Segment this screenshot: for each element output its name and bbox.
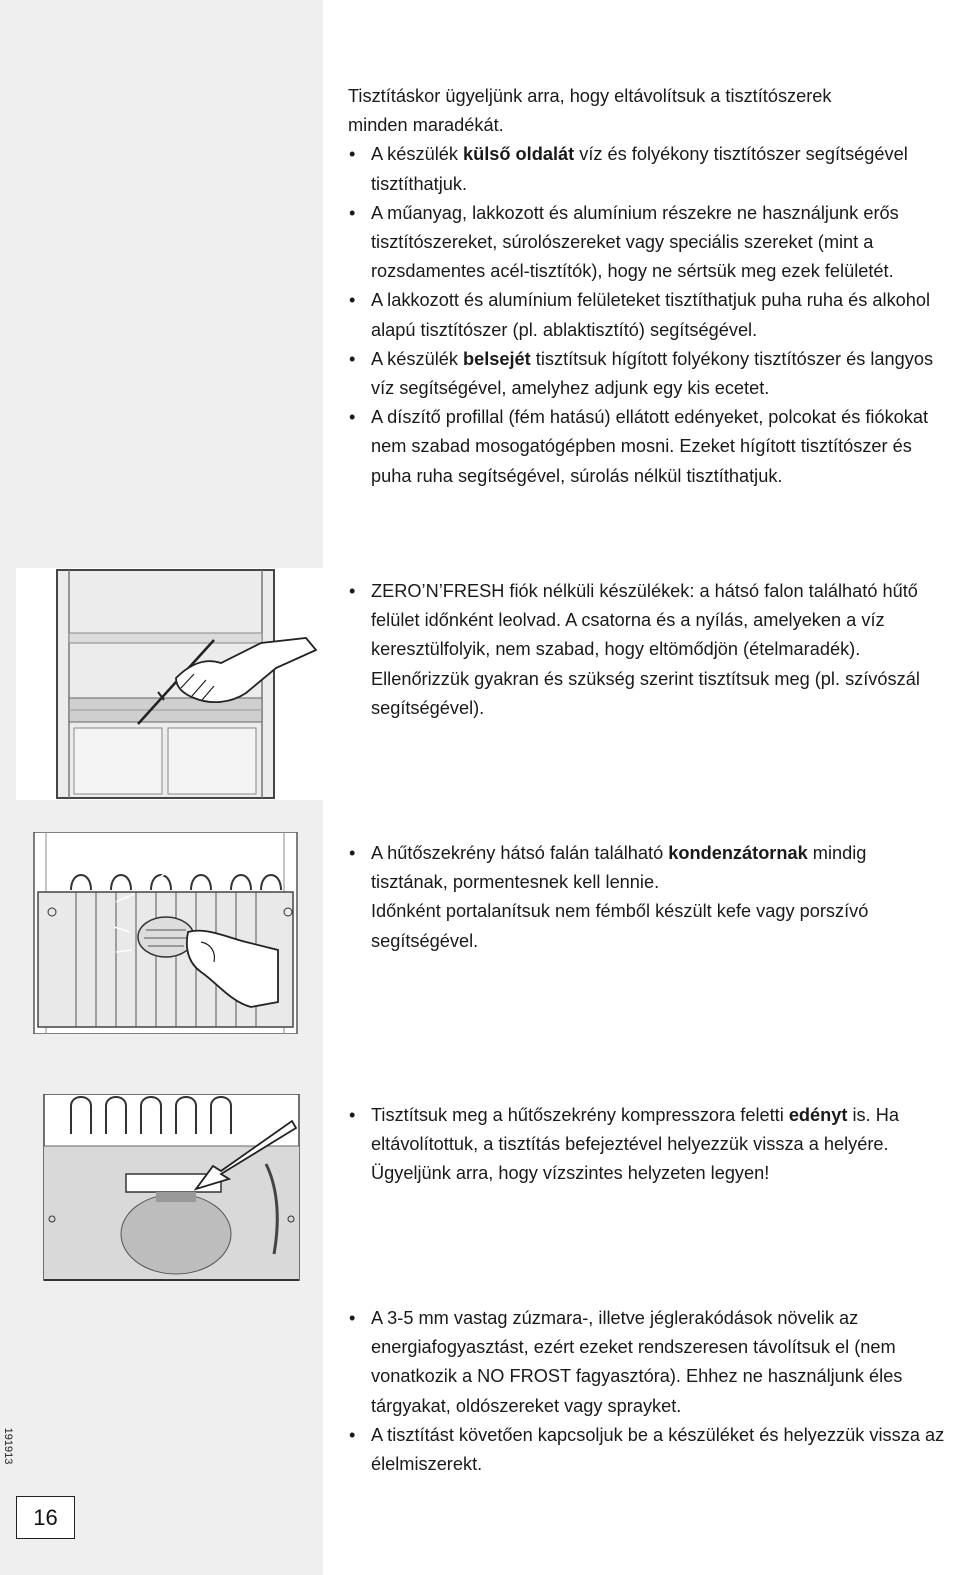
intro-line-2: minden maradékát. [348,115,504,136]
condenser-subtext: Időnként portalanítsuk nem fémből készült kefe vagy porszívó segítségével. [371,901,869,951]
condenser-cleaning-svg [16,832,323,1034]
bold-interior: belsejét [463,348,531,369]
bullet-interior: • A készülék belsejét tisztítsuk hígított folyékony tisztítószer és langyos víz segítségével, amelyhez adjunk egy kis ecetet. [348,345,948,403]
bullet-drain [348,577,948,723]
bullet-decorative-profile: • A díszítő profillal (fém hatású) ellátott edényeket, polcokat és fiókokat nem szabad mosogatógépben mosni. Ezeket hígított tisztítószer és puha ruha segítségével, súrolás nélkül tisztíthatjuk. [348,403,948,491]
intro-paragraph [348,82,948,140]
cleaning-bullet-list [348,140,948,490]
condenser-section [348,839,948,956]
drain-subtext: Ellenőrizzük gyakran és szükség szerint tisztítsuk meg (pl. szívószál segítségével). [371,668,920,718]
bold-condenser: kondenzátornak [668,843,808,863]
cleaning-instructions [348,82,948,491]
intro-line-1: Tisztításkor ügyeljünk arra, hogy eltávolítsuk a tisztítószerek [348,86,832,106]
drain-cleaning-svg [16,568,323,800]
defrost-bullet-list [348,1304,948,1479]
bullet-plastic-parts: • A műanyag, lakkozott és alumínium részekre ne használjunk erős tisztítószereket, súrolószereket vagy speciális szereket (mint a rozsdamentes acél-tisztítók), hogy ne sértsük meg ezek felületét. [348,199,948,287]
drain-bullet-list [348,577,948,723]
bold-tray: edényt [788,1105,848,1125]
bullet-tray: • Tisztítsuk meg a hűtőszekrény kompresszora feletti edényt is. Ha eltávolítottuk, a tisztítás befejeztével helyezzük vissza a helyére. Ügyeljünk arra, hogy vízszintes helyzeten legyen! [348,1101,948,1189]
tray-section [348,1101,948,1189]
compressor-tray-svg [16,1094,323,1296]
page-number: 16 [16,1496,75,1539]
drain-section [348,577,948,723]
bullet-exterior: • A készülék külső oldalát víz és folyékony tisztítószer segítségével tisztíthatjuk. [348,140,948,198]
drain-text: ZERO’N’FRESH fiók nélküli készülékek: a hátsó falon található hűtő felület időnként leolvad. A csatorna és a nyílás, amelyeken a víz keresztülfolyik, nem szabad, hogy eltömődjön (ételmaradék). [371,581,918,660]
bullet-frost: • A 3-5 mm vastag zúzmara-, illetve jéglerakódások növelik az energiafogyasztást, ezért ezeket rendszeresen távolítsuk el (nem vonatkozik a NO FROST fagyasztóra). Ehhez ne használjunk éles tárgyakat, oldószereket vagy sprayket. [348,1304,948,1421]
defrost-section [348,1304,948,1479]
condenser-bullet-list [348,839,948,956]
condenser-cleaning-illustration [16,832,323,1034]
bold-exterior: külső oldalát [463,144,575,165]
compressor-tray-illustration [16,1094,323,1296]
drain-cleaning-illustration [16,568,323,800]
tray-bullet-list [348,1101,948,1189]
document-code: 191913 [2,1427,14,1465]
bullet-lacquered-surfaces: • A lakkozott és alumínium felületeket tisztíthatjuk puha ruha és alkohol alapú tisztítószer (pl. ablaktisztító) segítségével. [348,286,948,344]
bullet-switch-on: • A tisztítást követően kapcsoljuk be a készüléket és helyezzük vissza az élelmiszerekt. [348,1421,948,1479]
bullet-condenser: • A hűtőszekrény hátsó falán található kondenzátornak mindig tisztának, pormentesnek kell lennie. Időnként portalanítsuk nem fémből készült kefe vagy porszívó segítségével. [348,839,948,956]
